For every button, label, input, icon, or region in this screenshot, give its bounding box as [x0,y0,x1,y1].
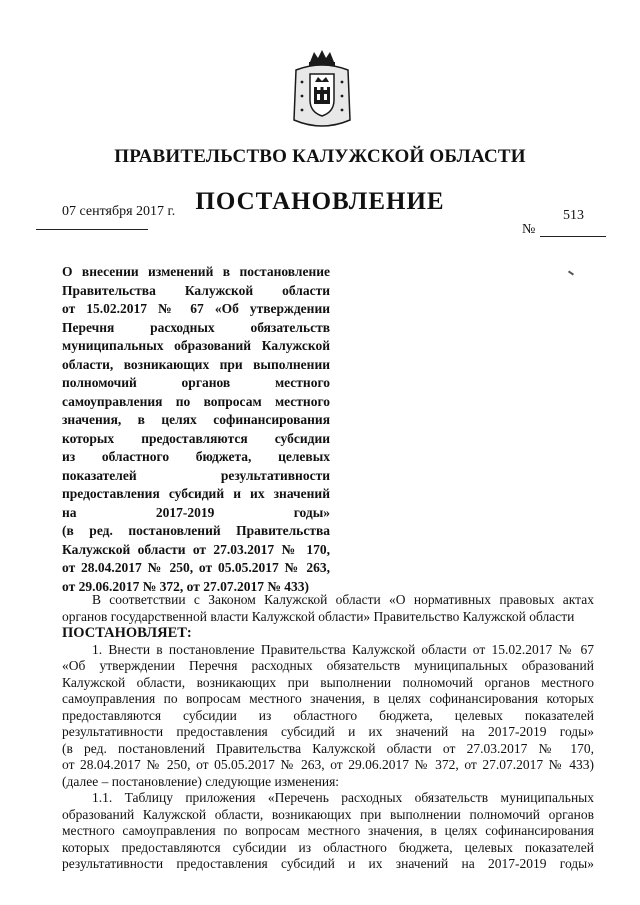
subject-line: значения, в целях софинансирования [62,412,330,427]
item1-line: Калужской области, возникающих при выполнении полномочий органов местного [62,674,594,690]
subject-line: полномочий органов местного [62,375,330,390]
item1-line: (далее – постановление) следующие изменения: [62,773,340,789]
item1-line: результативности предоставления субсидий и их значений на 2017-2019 годы» [62,724,594,739]
subject-line: муниципальных образований Калужской [62,338,330,353]
subject-line: от 28.04.2017 № 250, от 05.05.2017 № 263, [62,560,330,575]
organization-title: ПРАВИТЕЛЬСТВО КАЛУЖСКОЙ ОБЛАСТИ [114,146,526,167]
item11-line: образований Калужской области, возникающих при выполнении полномочий органов [62,806,594,822]
number-underline [540,236,606,237]
item11-line: результативности предоставления субсидий и их значений на 2017-2019 годы» [62,856,594,871]
preamble-line: органов государственной власти Калужской области» Правительство Калужской области [62,608,575,624]
subject-line: Перечня расходных обязательств [62,319,330,335]
item1-line: 1. Внести в постановление Правительства Калужской области от 15.02.2017 № 67 [92,641,594,657]
subject-line: (в ред. постановлений Правительства [62,523,330,538]
subject-line: из областного бюджета, целевых [62,449,330,464]
preamble-line: В соответствии с Законом Калужской области «О нормативных правовых актах [92,592,594,607]
document-number: 513 [563,208,584,223]
item1-line: от 28.04.2017 № 250, от 05.05.2017 № 263, от 29.06.2017 № 372, от 27.07.2017 № 433) [62,757,594,772]
subject-line: предоставления субсидий и их значений [62,486,330,501]
subject-line: показателей результативности [62,467,330,483]
scan-mark [568,270,574,275]
subject-line: на 2017-2019 годы» [62,504,330,520]
item1-line: самоуправления по вопросам местного значения, в целях софинансирования которых [62,691,594,706]
subject-line: которых предоставляются субсидии [62,430,330,446]
subject-line: Правительства Калужской области [62,282,330,298]
document-subject [62,263,330,596]
date-underline [36,229,148,230]
item1-line: «Об утверждении Перечня расходных обязательств муниципальных образований [62,658,594,673]
item11-line: которых предоставляются субсидии из областного бюджета, целевых показателей [62,839,594,855]
number-sign: № [522,222,536,237]
document-type-heading: ПОСТАНОВЛЕНИЕ [195,188,445,215]
item11-line: местного самоуправления по вопросам местного значения, в целях софинансирования [62,823,594,838]
subject-line: области, возникающих при выполнении [62,356,330,372]
subject-line: от 29.06.2017 № 372, от 27.07.2017 № 433) [62,578,310,594]
subject-line: от 15.02.2017 № 67 «Об утверждении [62,301,330,316]
item1-line: (в ред. постановлений Правительства Калужской области от 27.03.2017 № 170, [62,740,594,756]
document-body [62,592,594,873]
item1-line: предоставляются субсидии из областного бюджета, целевых показателей [62,707,594,723]
document-date: 07 сентября 2017 г. [62,204,176,219]
subject-line: Калужской области от 27.03.2017 № 170, [62,541,330,557]
subject-line: О внесении изменений в постановление [62,264,330,279]
item11-line: 1.1. Таблицу приложения «Перечень расходных обязательств муниципальных [92,790,594,805]
subject-line: самоуправления по вопросам местного [62,393,330,409]
resolves-heading: ПОСТАНОВЛЯЕТ: [62,625,192,641]
coat-of-arms-icon [290,48,354,132]
